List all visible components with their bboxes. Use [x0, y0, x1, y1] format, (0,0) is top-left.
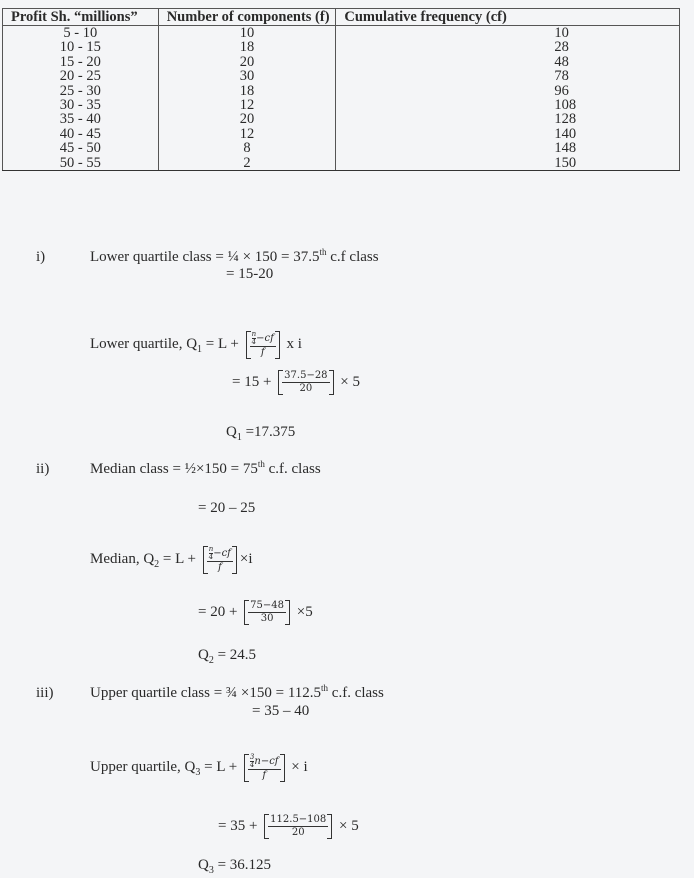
- cumulative-cell: 78: [336, 69, 680, 83]
- frequency-cell: 20: [158, 55, 336, 69]
- lower-result: [226, 423, 295, 441]
- frequency-cell: 12: [158, 127, 336, 141]
- upper-num-rest: n−cf: [254, 755, 279, 767]
- upper-formula-sub: 3: [195, 767, 201, 778]
- lower-result-sub: 1: [236, 432, 242, 443]
- upper-class-sup: th: [321, 683, 329, 693]
- cumulative-cell: 108: [336, 98, 680, 112]
- class-cell: 50 - 55: [3, 156, 159, 171]
- section-number-iii: iii): [36, 685, 54, 701]
- lower-class-text: Lower quartile class = ¼ × 150 = 37.5: [90, 249, 320, 265]
- lower-sub-num: 37.5−28: [284, 370, 328, 382]
- class-cell: 35 - 40: [3, 112, 159, 126]
- median-formula-tail: ×i: [239, 551, 253, 567]
- upper-den: f: [262, 769, 267, 781]
- class-cell: 40 - 45: [3, 127, 159, 141]
- table-row: [3, 69, 680, 83]
- median-formula: [90, 537, 253, 581]
- frequency-cell: 18: [158, 40, 336, 54]
- class-cell: 25 - 30: [3, 84, 159, 98]
- cumulative-cell: 96: [336, 84, 680, 98]
- frequency-cell: 8: [158, 141, 336, 155]
- median-class-sup: th: [257, 459, 265, 469]
- lower-num-rest: −cf: [256, 332, 274, 344]
- cumulative-cell: 128: [336, 112, 680, 126]
- lower-num-n: n: [251, 329, 257, 338]
- upper-num-n: 3: [249, 752, 255, 761]
- frequency-cell: 18: [158, 84, 336, 98]
- lower-num-d: 4: [251, 337, 257, 346]
- table-header-row: [3, 9, 680, 26]
- class-cell: 5 - 10: [3, 26, 159, 41]
- lower-result-label: Q: [226, 424, 237, 440]
- frequency-cell: 10: [158, 26, 336, 41]
- table-row: [3, 26, 680, 41]
- lower-den: f: [260, 346, 265, 358]
- upper-result-sub: 3: [208, 865, 214, 876]
- median-class-result: = 20 – 25: [198, 500, 256, 516]
- median-sub-num: 75−48: [250, 600, 284, 612]
- upper-quartile-class-line: [90, 684, 384, 702]
- cumulative-cell: 10: [336, 26, 680, 41]
- class-cell: 30 - 35: [3, 98, 159, 112]
- upper-num-d: 4: [249, 760, 255, 769]
- median-sub-den: 30: [260, 613, 274, 625]
- upper-result: [198, 856, 271, 874]
- frequency-cell: 12: [158, 98, 336, 112]
- cumulative-cell: 140: [336, 127, 680, 141]
- frequency-cell: 20: [158, 112, 336, 126]
- class-cell: 45 - 50: [3, 141, 159, 155]
- table-row: [3, 98, 680, 112]
- table-row: [3, 141, 680, 155]
- cumulative-cell: 148: [336, 141, 680, 155]
- lower-substitution: [232, 364, 360, 400]
- lower-formula: [90, 322, 302, 366]
- upper-class-post: c.f. class: [328, 685, 384, 701]
- table-row: [3, 112, 680, 126]
- class-cell: 20 - 25: [3, 69, 159, 83]
- median-den: f: [217, 561, 222, 573]
- median-class-post: c.f. class: [264, 461, 321, 477]
- frequency-cell: 2: [158, 156, 336, 171]
- upper-formula-eq: = L +: [200, 759, 241, 775]
- median-result-label: Q: [198, 647, 209, 663]
- median-num-n: n: [208, 544, 214, 553]
- lower-class-sup: th: [319, 247, 327, 257]
- lower-class-result: = 15-20: [226, 266, 274, 282]
- class-cell: 15 - 20: [3, 55, 159, 69]
- upper-class-result: = 35 – 40: [252, 703, 310, 719]
- median-formula-eq: = L +: [159, 551, 200, 567]
- frequency-table: [2, 8, 680, 171]
- lower-quartile-class-line: [90, 248, 379, 266]
- frequency-cell: 30: [158, 69, 336, 83]
- class-cell: 10 - 15: [3, 40, 159, 54]
- median-result-val: = 24.5: [213, 647, 257, 663]
- header-profit: Profit Sh. “millions”: [3, 9, 159, 26]
- header-components: Number of components (f): [158, 9, 336, 26]
- upper-sub-num: 112.5−108: [270, 814, 327, 826]
- table-row: [3, 156, 680, 171]
- lower-sub-pre: = 15 +: [232, 374, 276, 390]
- median-num-d: 4: [208, 552, 214, 561]
- upper-formula-label: Upper quartile, Q: [90, 759, 196, 775]
- upper-result-val: = 36.125: [213, 857, 272, 873]
- upper-formula: [90, 745, 308, 789]
- median-sub-pre: = 20 +: [198, 604, 242, 620]
- median-formula-sub: 2: [154, 559, 160, 570]
- upper-result-label: Q: [198, 857, 209, 873]
- median-class-line: [90, 460, 321, 478]
- table-row: [3, 40, 680, 54]
- lower-formula-eq: = L +: [202, 336, 243, 352]
- median-result-sub: 2: [208, 655, 214, 666]
- section-number-i: i): [36, 249, 46, 265]
- upper-class-text: Upper quartile class = ¾ ×150 = 112.5: [90, 685, 322, 701]
- median-substitution: [198, 594, 313, 630]
- lower-formula-sub: 1: [197, 344, 203, 355]
- header-cumulative: Cumulative frequency (cf): [336, 9, 680, 26]
- median-formula-label: Median, Q: [90, 551, 155, 567]
- median-num-rest: −cf: [213, 547, 231, 559]
- upper-sub-tail: × 5: [339, 818, 359, 834]
- lower-result-val: =17.375: [241, 424, 296, 440]
- lower-sub-tail: × 5: [340, 374, 361, 390]
- lower-class-post: c.f class: [326, 249, 379, 265]
- upper-substitution: [218, 808, 359, 844]
- lower-formula-label: Lower quartile, Q: [90, 336, 198, 352]
- cumulative-cell: 48: [336, 55, 680, 69]
- median-sub-tail: ×5: [296, 604, 313, 620]
- cumulative-cell: 150: [336, 156, 680, 171]
- upper-sub-den: 20: [291, 827, 305, 839]
- upper-formula-tail: × i: [291, 759, 308, 775]
- table-row: [3, 84, 680, 98]
- lower-formula-tail: x i: [286, 336, 302, 352]
- table-row: [3, 55, 680, 69]
- median-result: [198, 646, 256, 664]
- upper-sub-pre: = 35 +: [218, 818, 262, 834]
- table-row: [3, 127, 680, 141]
- section-number-ii: ii): [36, 461, 50, 477]
- cumulative-cell: 28: [336, 40, 680, 54]
- lower-sub-den: 20: [299, 383, 313, 395]
- median-class-text: Median class = ½×150 = 75: [90, 461, 258, 477]
